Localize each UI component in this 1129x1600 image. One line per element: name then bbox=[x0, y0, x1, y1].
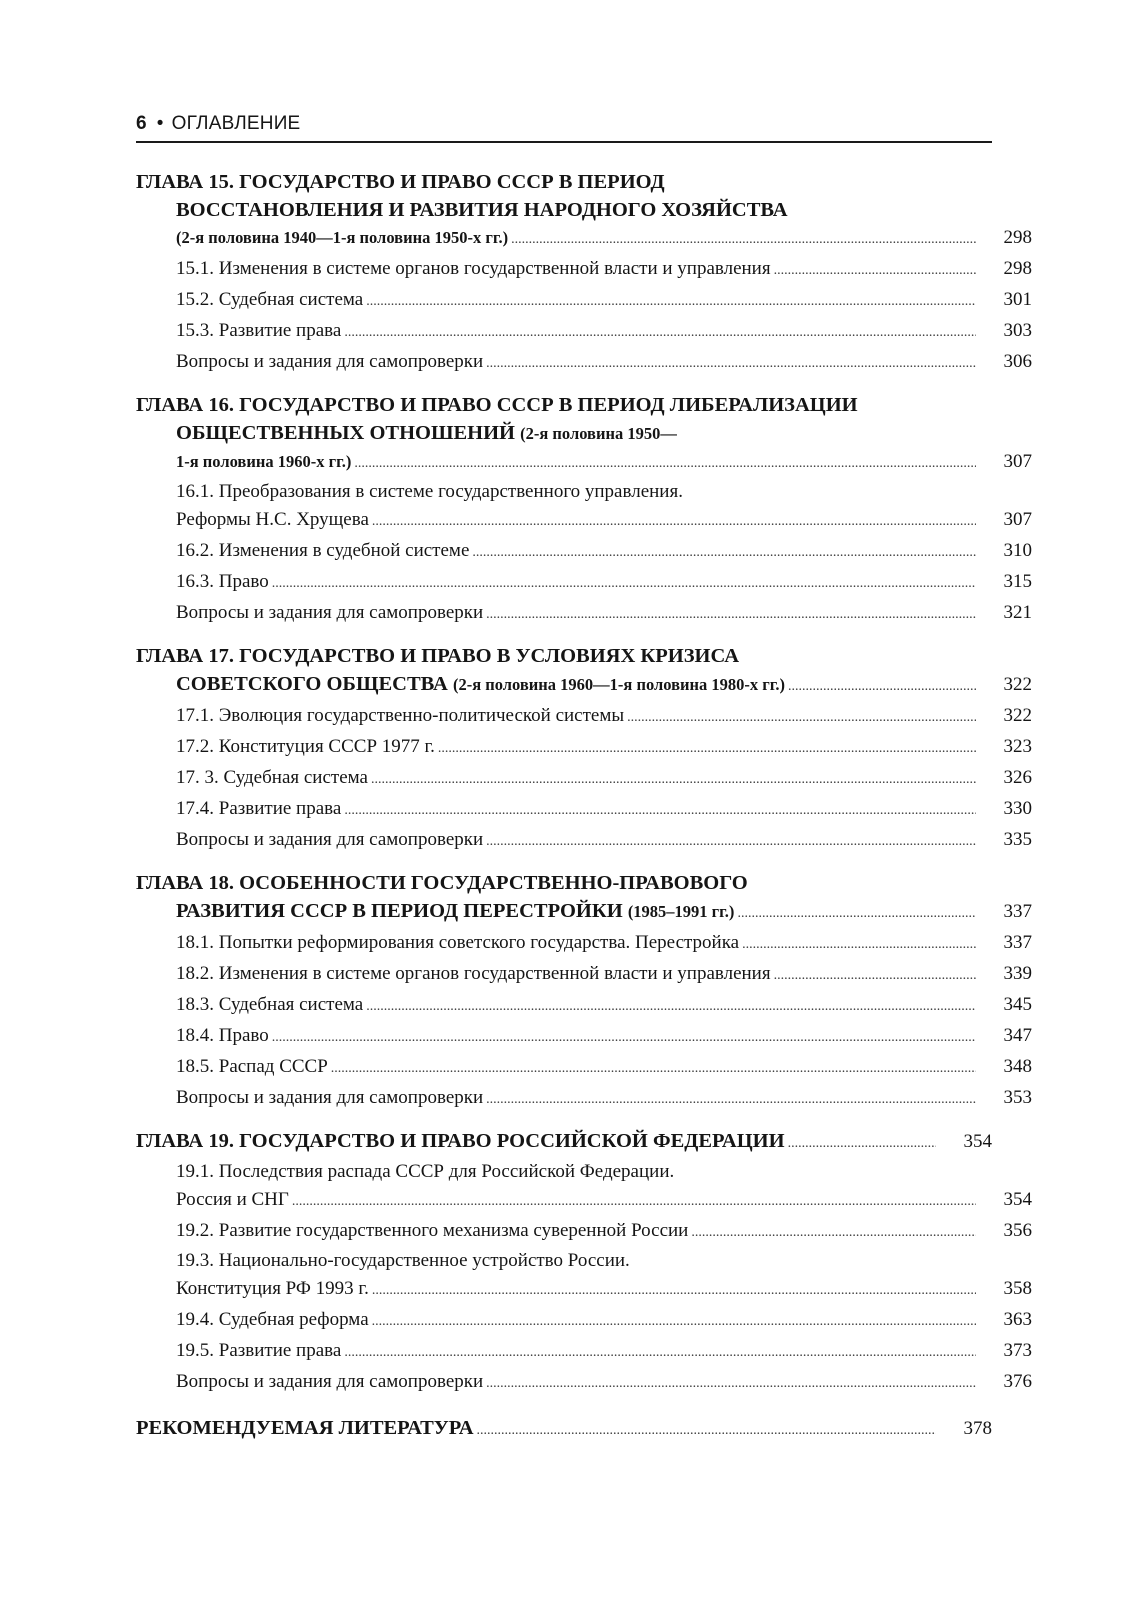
chapter-period: (1985–1991 гг.) bbox=[627, 902, 735, 921]
dot-leader bbox=[511, 226, 976, 254]
chapter-title-line: ГЛАВА 16. ГОСУДАРСТВО И ПРАВО СССР В ПЕРИОД ЛИБЕРАЛИЗАЦИИ bbox=[136, 394, 858, 416]
section-title-line: 16.1. Преобразования в системе государственного управления. bbox=[176, 481, 683, 502]
toc-entry[interactable] bbox=[136, 254, 1032, 285]
page-ref: 307 bbox=[1003, 451, 1032, 472]
header-separator: • bbox=[156, 113, 164, 134]
page-ref: 321 bbox=[1003, 602, 1032, 623]
dot-leader bbox=[272, 569, 976, 598]
dot-leader bbox=[788, 673, 976, 701]
page-ref: 358 bbox=[1003, 1278, 1032, 1299]
header-title: ОГЛАВЛЕНИЕ bbox=[171, 113, 301, 134]
page-ref: 335 bbox=[1003, 829, 1032, 850]
toc-entry[interactable] bbox=[136, 897, 1032, 928]
page-ref: 345 bbox=[1003, 994, 1032, 1015]
toc-chapter-15 bbox=[136, 168, 1032, 378]
section-title: Вопросы и задания для самопроверки bbox=[176, 829, 484, 850]
page-ref: 322 bbox=[1003, 674, 1032, 695]
page-ref: 330 bbox=[1003, 798, 1032, 819]
page-ref: 298 bbox=[1003, 227, 1032, 248]
toc-entry[interactable] bbox=[136, 1021, 1032, 1052]
page-ref: 310 bbox=[1003, 540, 1032, 561]
toc-entry[interactable] bbox=[136, 701, 1032, 732]
toc-entry[interactable] bbox=[136, 285, 1032, 316]
section-title: 15.3. Развитие права bbox=[176, 320, 342, 341]
chapter-period: (2-я половина 1960—1-я половина 1980-х гг.) bbox=[452, 675, 786, 694]
dot-leader bbox=[486, 827, 976, 856]
toc-entry[interactable] bbox=[136, 536, 1032, 567]
section-title-line: 19.1. Последствия распада СССР для Российской Федерации. bbox=[176, 1161, 675, 1182]
section-title: 17.4. Развитие права bbox=[176, 798, 342, 819]
toc-entry[interactable] bbox=[136, 448, 1032, 478]
dot-leader bbox=[372, 1307, 976, 1336]
toc-entry[interactable] bbox=[136, 825, 1032, 856]
section-title: Реформы Н.С. Хрущева bbox=[176, 509, 369, 530]
section-title: Конституция РФ 1993 г. bbox=[176, 1278, 369, 1299]
page-ref: 303 bbox=[1003, 320, 1032, 341]
chapter-title-line: ГЛАВА 17. ГОСУДАРСТВО И ПРАВО В УСЛОВИЯХ КРИЗИСА bbox=[136, 645, 740, 667]
toc-entry[interactable] bbox=[136, 1185, 1032, 1216]
dot-leader bbox=[486, 1369, 976, 1398]
page-ref: 315 bbox=[1003, 571, 1032, 592]
toc-entry[interactable] bbox=[136, 1052, 1032, 1083]
dot-leader bbox=[691, 1218, 976, 1247]
page-ref: 378 bbox=[963, 1418, 992, 1439]
dot-leader bbox=[477, 1417, 936, 1445]
toc-chapter-16 bbox=[136, 391, 1032, 629]
dot-leader bbox=[774, 256, 976, 285]
literature-title: РЕКОМЕНДУЕМАЯ ЛИТЕРАТУРА bbox=[136, 1417, 474, 1439]
dot-leader bbox=[354, 450, 976, 478]
page-ref: 298 bbox=[1003, 258, 1032, 279]
toc-chapter-18 bbox=[136, 869, 1032, 1114]
section-title-line: 19.3. Национально-государственное устройство России. bbox=[176, 1250, 630, 1271]
section-title: 15.2. Судебная система bbox=[176, 289, 364, 310]
dot-leader bbox=[737, 900, 976, 928]
page-ref: 326 bbox=[1003, 767, 1032, 788]
toc-entry[interactable] bbox=[136, 1083, 1032, 1114]
page-ref: 347 bbox=[1003, 1025, 1032, 1046]
toc-entry[interactable] bbox=[136, 224, 1032, 254]
chapter-title-line: ВОССТАНОВЛЕНИЯ И РАЗВИТИЯ НАРОДНОГО ХОЗЯЙСТВА bbox=[176, 199, 788, 221]
dot-leader bbox=[486, 1085, 976, 1114]
toc-entry[interactable] bbox=[136, 1414, 992, 1445]
chapter-title-line: ГЛАВА 18. ОСОБЕННОСТИ ГОСУДАРСТВЕННО-ПРАВОВОГО bbox=[136, 872, 748, 894]
chapter-title-part: РАЗВИТИЯ СССР В ПЕРИОД ПЕРЕСТРОЙКИ bbox=[176, 900, 623, 922]
dot-leader bbox=[372, 507, 976, 536]
section-title: 18.5. Распад СССР bbox=[176, 1056, 328, 1077]
dot-leader bbox=[627, 703, 976, 732]
section-title: 19.2. Развитие государственного механизма суверенной России bbox=[176, 1220, 689, 1241]
chapter-title-line: ГЛАВА 15. ГОСУДАРСТВО И ПРАВО СССР В ПЕРИОД bbox=[136, 171, 665, 193]
chapter-title-line bbox=[136, 419, 992, 448]
toc-entry[interactable] bbox=[136, 959, 1032, 990]
section-title: 18.4. Право bbox=[176, 1025, 269, 1046]
dot-leader bbox=[742, 930, 976, 959]
section-title: 17.1. Эволюция государственно-политической системы bbox=[176, 705, 625, 726]
dot-leader bbox=[344, 796, 976, 825]
dot-leader bbox=[366, 287, 976, 316]
page-ref: 373 bbox=[1003, 1340, 1032, 1361]
chapter-title: ГЛАВА 19. ГОСУДАРСТВО И ПРАВО РОССИЙСКОЙ ФЕДЕРАЦИИ bbox=[136, 1130, 785, 1152]
dot-leader bbox=[344, 1338, 976, 1367]
dot-leader bbox=[788, 1130, 936, 1158]
toc-entry[interactable] bbox=[136, 1274, 1032, 1305]
section-title: Вопросы и задания для самопроверки bbox=[176, 602, 484, 623]
section-title: 17.2. Конституция СССР 1977 г. bbox=[176, 736, 435, 757]
chapter-period: (2-я половина 1940—1-я половина 1950-х гг.) bbox=[176, 228, 509, 247]
toc-entry[interactable] bbox=[136, 1127, 992, 1158]
section-title: 16.3. Право bbox=[176, 571, 269, 592]
dot-leader bbox=[331, 1054, 976, 1083]
section-title: 18.2. Изменения в системе органов государственной власти и управления bbox=[176, 963, 771, 984]
page-ref: 376 bbox=[1003, 1371, 1032, 1392]
page-ref: 337 bbox=[1003, 901, 1032, 922]
section-title: 19.4. Судебная реформа bbox=[176, 1309, 369, 1330]
table-of-contents bbox=[136, 168, 1032, 1445]
page-ref: 322 bbox=[1003, 705, 1032, 726]
toc-entry[interactable] bbox=[136, 598, 1032, 629]
dot-leader bbox=[366, 992, 976, 1021]
page-number: 6 bbox=[136, 113, 147, 134]
toc-entry[interactable] bbox=[136, 1305, 1032, 1336]
page-ref: 307 bbox=[1003, 509, 1032, 530]
section-title: 19.5. Развитие права bbox=[176, 1340, 342, 1361]
page-ref: 353 bbox=[1003, 1087, 1032, 1108]
toc-literature bbox=[136, 1414, 992, 1445]
page-ref: 348 bbox=[1003, 1056, 1032, 1077]
toc-entry[interactable] bbox=[136, 567, 1032, 598]
running-header bbox=[136, 111, 992, 143]
chapter-period: (2-я половина 1950— bbox=[520, 424, 677, 443]
toc-entry[interactable] bbox=[136, 1367, 1032, 1398]
page-ref: 306 bbox=[1003, 351, 1032, 372]
dot-leader bbox=[486, 349, 976, 378]
dot-leader bbox=[438, 734, 976, 763]
chapter-title-part: СОВЕТСКОГО ОБЩЕСТВА bbox=[176, 673, 448, 695]
dot-leader bbox=[344, 318, 976, 347]
section-title: 18.3. Судебная система bbox=[176, 994, 364, 1015]
section-title: 16.2. Изменения в судебной системе bbox=[176, 540, 470, 561]
section-title: Вопросы и задания для самопроверки bbox=[176, 1371, 484, 1392]
page-ref: 323 bbox=[1003, 736, 1032, 757]
page-ref: 363 bbox=[1003, 1309, 1032, 1330]
toc-chapter-19 bbox=[136, 1127, 1032, 1398]
toc-entry[interactable] bbox=[136, 1216, 1032, 1247]
section-title: 17. 3. Судебная система bbox=[176, 767, 368, 788]
dot-leader bbox=[292, 1187, 976, 1216]
toc-entry[interactable] bbox=[136, 505, 1032, 536]
chapter-title-part: ОБЩЕСТВЕННЫХ ОТНОШЕНИЙ bbox=[176, 422, 515, 444]
toc-entry[interactable] bbox=[136, 732, 1032, 763]
toc-chapter-17 bbox=[136, 642, 1032, 856]
toc-entry[interactable] bbox=[136, 347, 1032, 378]
section-title: Вопросы и задания для самопроверки bbox=[176, 351, 484, 372]
section-title: 15.1. Изменения в системе органов государственной власти и управления bbox=[176, 258, 771, 279]
section-title: Вопросы и задания для самопроверки bbox=[176, 1087, 484, 1108]
section-title: Россия и СНГ bbox=[176, 1189, 289, 1210]
section-title: 18.1. Попытки реформирования советского государства. Перестройка bbox=[176, 932, 740, 953]
dot-leader bbox=[371, 765, 976, 794]
chapter-title-part bbox=[176, 897, 734, 926]
toc-entry[interactable] bbox=[136, 928, 1032, 959]
dot-leader bbox=[472, 538, 976, 567]
dot-leader bbox=[372, 1276, 976, 1305]
toc-entry[interactable] bbox=[136, 670, 1032, 701]
toc-entry[interactable] bbox=[136, 763, 1032, 794]
dot-leader bbox=[272, 1023, 976, 1052]
chapter-period: 1-я половина 1960-х гг.) bbox=[176, 452, 352, 471]
toc-entry[interactable] bbox=[136, 990, 1032, 1021]
dot-leader bbox=[486, 600, 976, 629]
chapter-title-part bbox=[176, 670, 785, 699]
page-ref: 354 bbox=[963, 1131, 992, 1152]
toc-entry[interactable] bbox=[136, 794, 1032, 825]
page-ref: 356 bbox=[1003, 1220, 1032, 1241]
page-ref: 354 bbox=[1003, 1189, 1032, 1210]
page-ref: 337 bbox=[1003, 932, 1032, 953]
toc-entry[interactable] bbox=[136, 1336, 1032, 1367]
page-ref: 339 bbox=[1003, 963, 1032, 984]
toc-entry[interactable] bbox=[136, 316, 1032, 347]
page-ref: 301 bbox=[1003, 289, 1032, 310]
dot-leader bbox=[774, 961, 976, 990]
